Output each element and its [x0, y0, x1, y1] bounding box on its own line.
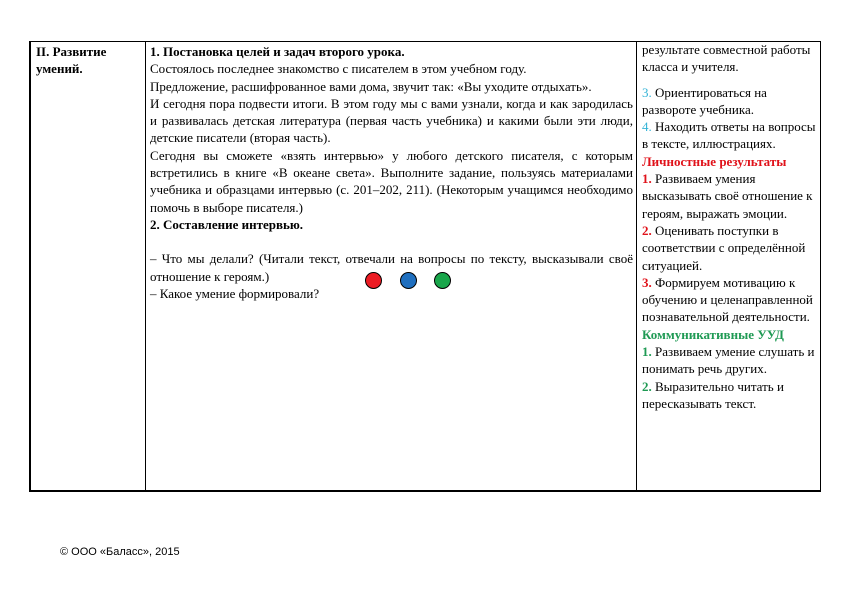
paragraph-summary: И сегодня пора подвести итоги. В этом году мы с вами узнали, когда и как зародилась и развивалась детская литература (первая часть учебника) и какими были эти люди, детские писатели (вторая часть). [150, 95, 633, 146]
outcome-item-3-text: Ориентироваться на развороте учебника. [642, 84, 767, 117]
communicative-heading: Коммуникативные УУД [642, 326, 784, 342]
communicative-item-1 [642, 343, 818, 378]
table-divider-1 [145, 41, 146, 492]
outcome-item-3-number: 3. [642, 84, 652, 100]
communicative-item-2-text: Выразительно читать и пересказывать текст. [642, 378, 784, 411]
red-circle-icon [365, 272, 382, 289]
personal-item-3-number: 3. [642, 274, 652, 290]
paragraph-interview-task: Сегодня вы сможете «взять интервью» у любого детского писателя, с которым встретились в книге «В океане света». Выполните задание, пользуясь материалами учебника и образцами интервью (с. 201–202, 211). (Некоторым учащимся необходимо помочь в выборе писателя.) [150, 147, 633, 215]
table-right-border [820, 41, 821, 492]
personal-item-1 [642, 170, 818, 222]
green-circle-icon [434, 272, 451, 289]
outcomes-cell [642, 41, 818, 412]
outcome-item-4-number: 4. [642, 119, 652, 135]
spacer [642, 76, 818, 84]
communicative-item-1-number: 1. [642, 344, 652, 360]
section-heading-interview: 2. Составление интервью. [150, 216, 304, 232]
paragraph-decoded-sentence: Предложение, расшифрованное вами дома, звучит так: «Вы уходите отдыхать». [150, 78, 592, 94]
personal-item-1-number: 1. [642, 171, 652, 187]
section-heading-goals: 1. Постановка целей и задач второго урока. [150, 44, 405, 59]
communicative-item-2 [642, 378, 818, 413]
stage-title: II. Развитие умений. [36, 44, 107, 77]
stage-cell [36, 43, 141, 78]
paragraph-last-meeting: Состоялось последнее знакомство с писателем в этом учебном году. [150, 61, 527, 77]
spacer [150, 233, 633, 250]
question-what-did-we-do: – Что мы делали? (Читали текст, отвечали на вопросы по тексту, высказывали своё отношение к героям.) [150, 251, 633, 284]
question-which-skill: – Какое умение формировали? [150, 285, 320, 301]
table-bottom-border [29, 490, 821, 492]
outcome-item-4 [642, 118, 818, 153]
personal-item-2-text: Оценивать поступки в соответствии с определённой ситуацией. [642, 222, 806, 273]
personal-item-3 [642, 274, 818, 326]
copyright-footer: © ООО «Баласс», 2015 [60, 546, 180, 558]
communicative-item-1-text: Развиваем умение слушать и понимать речь других. [642, 344, 815, 377]
communicative-item-2-number: 2. [642, 378, 652, 394]
personal-item-3-text: Формируем мотивацию к обучению и целенаправленной познавательной деятельности. [642, 274, 813, 325]
outcome-continuation: результате совместной работы класса и учителя. [642, 42, 811, 75]
personal-item-2 [642, 222, 818, 274]
table-left-border [29, 41, 31, 492]
table-divider-2 [636, 41, 637, 492]
content-cell [150, 43, 633, 302]
personal-item-1-text: Развиваем умения высказывать своё отношение к героям, выражать эмоции. [642, 171, 813, 221]
blue-circle-icon [400, 272, 417, 289]
personal-results-heading: Личностные результаты [642, 153, 787, 169]
personal-item-2-number: 2. [642, 222, 652, 238]
outcome-item-3 [642, 84, 818, 119]
outcome-item-4-text: Находить ответы на вопросы в тексте, иллюстрациях. [642, 119, 816, 152]
